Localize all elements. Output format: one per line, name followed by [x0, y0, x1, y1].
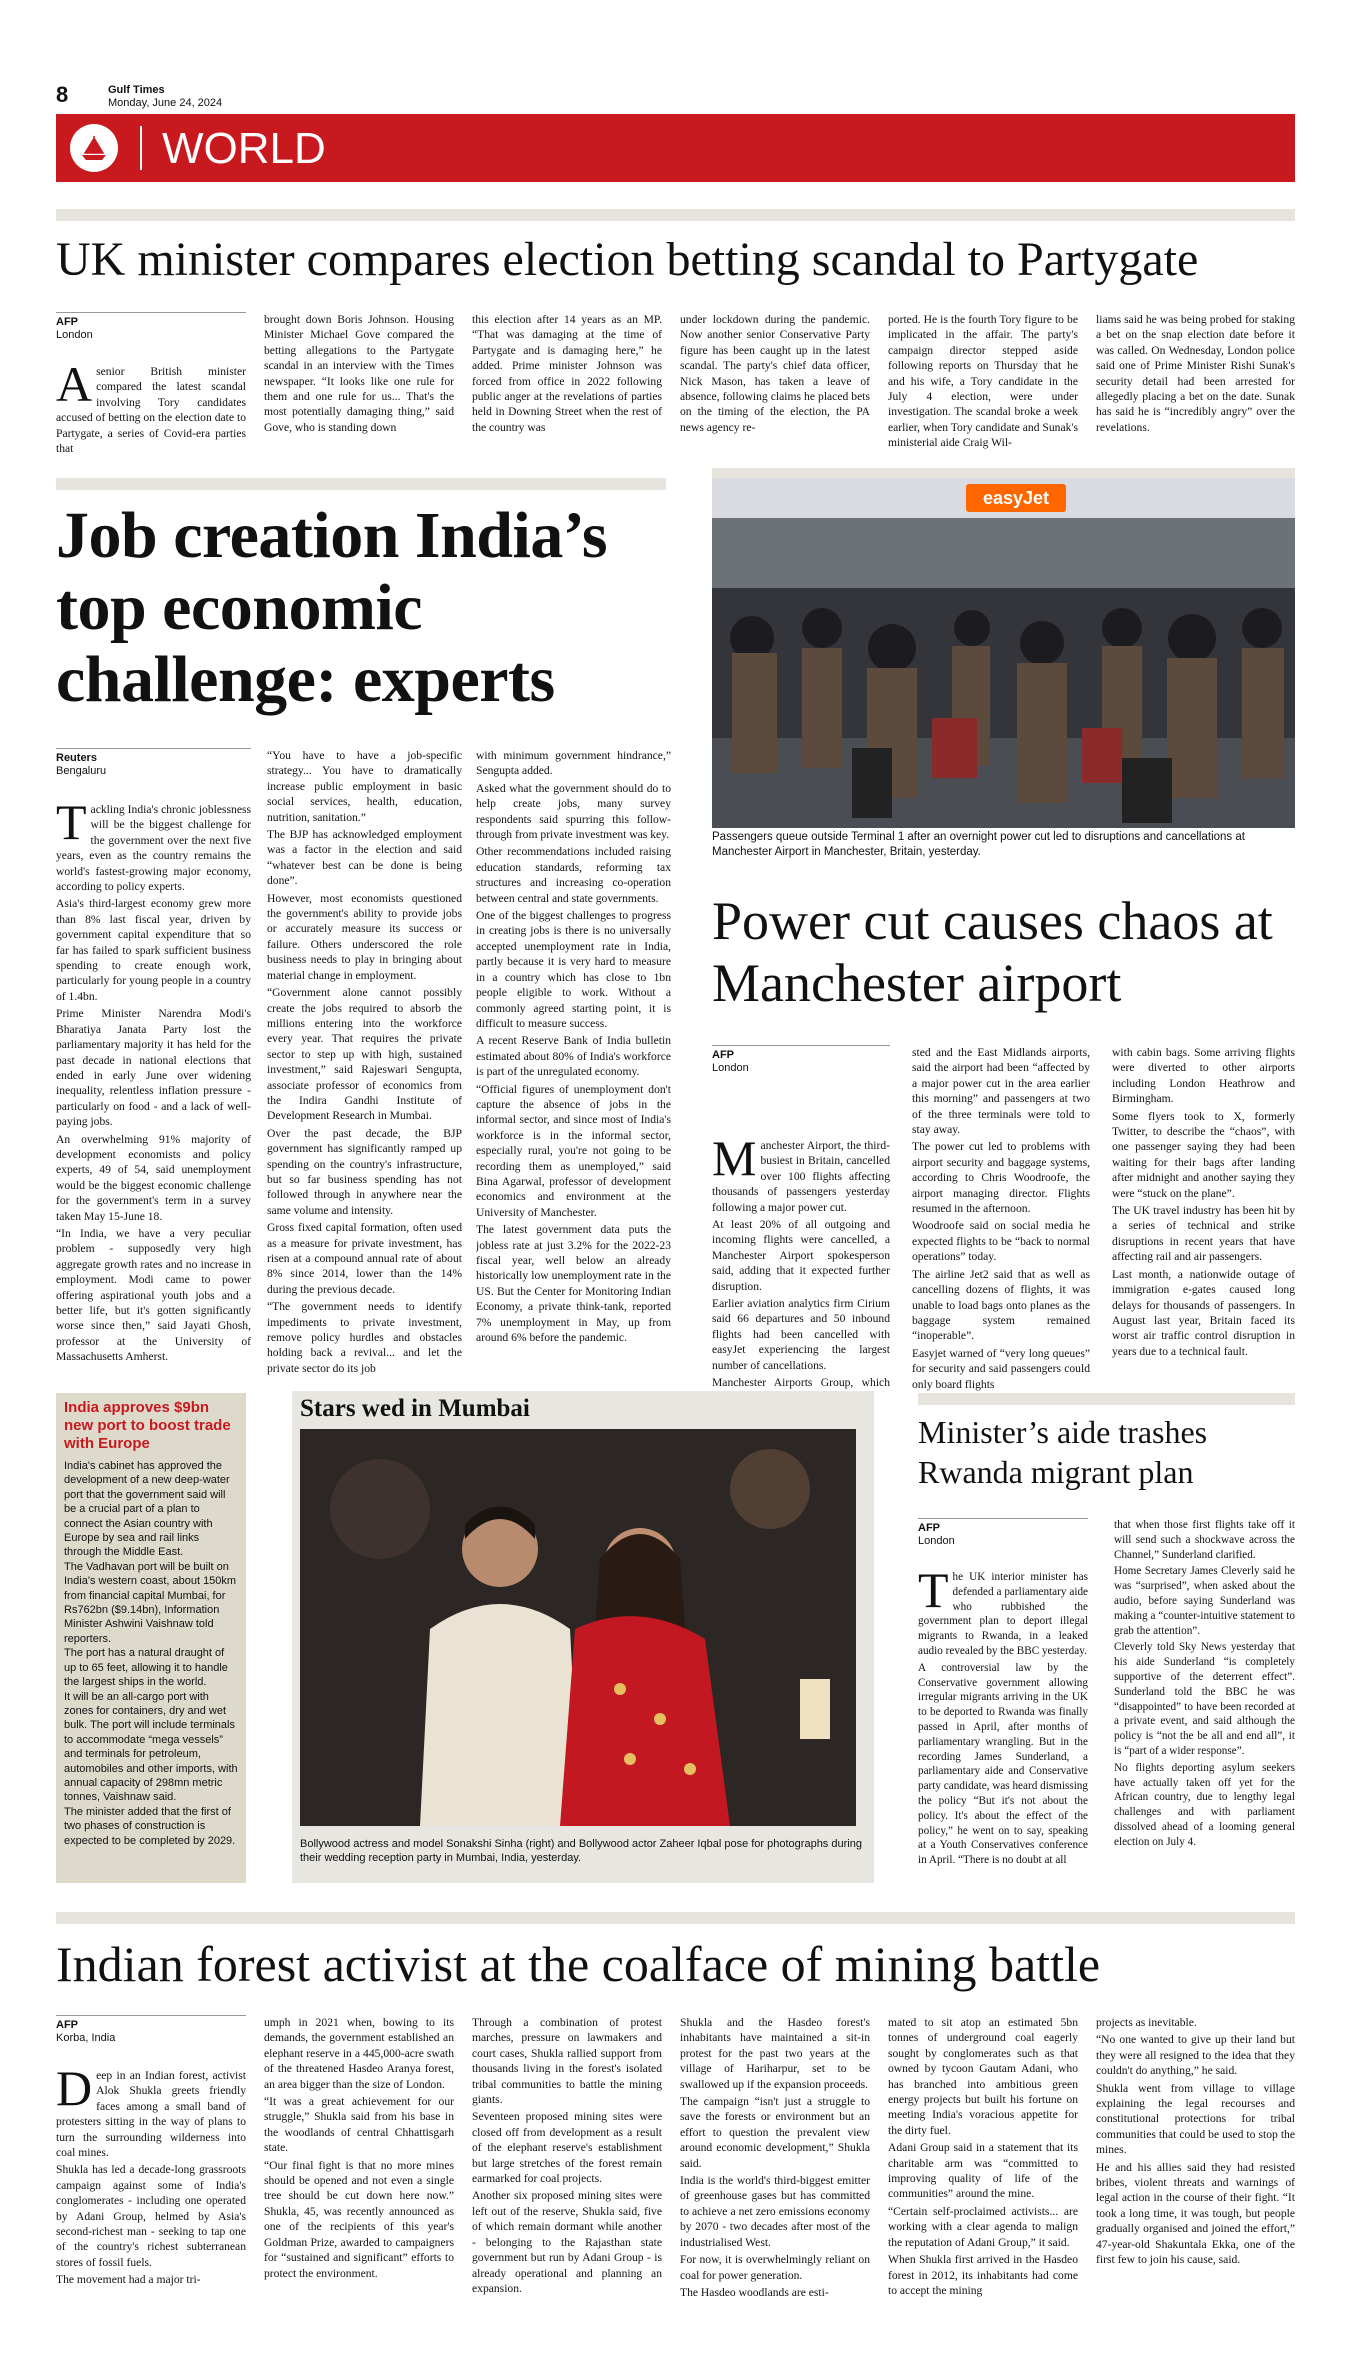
story4-dropcap: T: [918, 1570, 949, 1618]
story3-agency: AFP: [712, 1049, 734, 1061]
story1-col-4: under lockdown during the pandemic. Now another senior Conservative Party figure has been caught up in the latest scandal. The party's chief data officer, Nick Mason, has taken a leave of absence, following claims he placed bets on the timing of the election, the PA news agency re-: [680, 313, 870, 434]
story2-col-3: with minimum government hindrance,” Sengupta added. Asked what the government should do to help create jobs, many survey respondents said spurring this follow-through from private investment was key. Other recommendations included raising education standards, reforming tax structures and increasing co-operation between central and state governments. One of the biggest challenges to progress in creating jobs is there is no universally accepted unemployment rate in India, partly because it is very hard to measure in a country which has close to 1bn people eligible to work. Without a commonly agreed starting point, it is difficult to measure success. A recent Reserve Bank of India bulletin estimated about 80% of India's workforce is part of the unregulated economy. “Official figures of unemployment don't capture the absence of jobs in the informal sector, and since most of India's workforce is in the informal sector, especially rural, you're not going to be recording them as unemployed,” said Bina Agarwal, professor of development economics and environment at the University of Manchester. The latest government data puts the jobless rate at just 3.2% for the 2022-23 fiscal year, well below an already historically low unemployment rate in the US. But the Center for Monitoring Indian Economy, a private think-tank, reported 7% unemployment in May, up from around 6% before the pandemic.: [476, 749, 671, 1345]
sidebar-headline: India approves $9bn new port to boost trade with Europe: [64, 1399, 231, 1452]
story1-col-6: liams said he was being probed for staking a bet on the snap election date before it was called. On Wednesday, London police said one of Prime Minister Rishi Sunak's security detail had been arrested for allegedly placing a bet on the date. Sunak has said he is “incredibly angry” over the revelations.: [1096, 313, 1295, 434]
airport-photo-caption: Passengers queue outside Terminal 1 after an overnight power cut led to disruptions and cancellations at Manchester Airport in Manchester, Britain, yesterday.: [712, 831, 1245, 858]
rule-story5: [56, 1912, 1295, 1924]
rule-story4: [918, 1393, 1295, 1405]
story2-col-2: “You have to have a job-specific strategy... You have to dramatically increase public employment in basic social services, health, education, nutrition, sanitation.” The BJP has acknowledged employment was a factor in the election and said “whatever best can be done is being done”. However, most economists questioned the government's ability to provide jobs or accurately measure its success or failure. Others underscored the role business needs to play in bringing about material change in employment. “Government alone cannot possibly create the jobs required to absorb the millions entering into the workforce every year. That requires the private sector to step up with high, sustained investment,” said Rajeswari Sengupta, associate professor of economics from the Indira Gandhi Institute of Development Research in Mumbai. Over the past decade, the BJP government has significantly ramped up spending on the country's infrastructure, but so far business spending has not followed through in anywhere near the same volume and intensity. Gross fixed capital formation, often used as a measure for private investment, has risen at a compound annual rate of about 8% since 2014, lower than the 14% during the previous decade. “The government needs to identify impediments to private investment, remove policy hurdles and obstacles holding back a revival... and let the private sector do its job: [267, 749, 462, 1375]
story5-headline: Indian forest activist at the coalface of mining battle: [56, 1936, 1101, 1992]
story5-col-6: projects as inevitable. “No one wanted to give up their land but they were all resigned to the idea that they couldn't do anything,” he said. Shukla went from village to village explaining the legal recourses and constitutional protections for tribal communities that could be used to stop the mines. He and his allies said they had resisted bribes, violent threats and warnings of legal action in the course of their fight. “It took a long time, it was tough, but people gradually organised and joined the effort,” 47-year-old Shakuntala Ekka, one of the first few to join his cause, said.: [1096, 2016, 1295, 2267]
rule-story2: [56, 478, 666, 490]
story1-col-3: this election after 14 years as an MP. “That was damaging at the time of Partygate and is damaging here,” he added. Prime minister Johnson was forced from office in 2022 following public anger at the revelations of parties held in Downing Street when the rest of the country was: [472, 313, 662, 434]
story4-location: London: [918, 1535, 955, 1547]
section-title: WORLD: [162, 124, 326, 173]
story1-headline: UK minister compares election betting scandal to Partygate: [56, 233, 1199, 286]
story1-col-2: brought down Boris Johnson. Housing Minister Michael Gove compared the betting allegations to the Partygate scandal in an interview with the Times newspaper. “It looks like one rule for them and one rule for us... That's the most potentially damaging thing,” said Gove, who is standing down: [264, 313, 454, 434]
story3-col-3: with cabin bags. Some arriving flights were diverted to other airports including London Heathrow and Birmingham. Some flyers took to X, formerly Twitter, to describe the “chaos”, with one passenger saying they had been waiting for their bags after landing after midnight and another saying they were “stuck on the plane”. The UK travel industry has been hit by a series of technical and strike disruptions in recent years that have affecting rail and air passengers. Last month, a nationwide outage of immigration e-gates caused long delays for thousands of passengers. In August last year, Britain faced its worst air traffic control disruption in years due to a technical fault.: [1112, 1046, 1295, 1358]
wedding-photo: [300, 1429, 856, 1826]
story5-agency: AFP: [56, 2019, 78, 2031]
page-number: 8: [56, 82, 69, 107]
story2-location: Bengaluru: [56, 765, 107, 777]
boat-logo-icon: [70, 124, 118, 172]
wedding-photo-caption: Bollywood actress and model Sonakshi Sinha (right) and Bollywood actor Zaheer Iqbal pose for photographs during their wedding reception party in Mumbai, India, yesterday.: [300, 1838, 862, 1864]
story5-col-2: umph in 2021 when, bowing to its demands, the government established an elephant reserve in a 445,000-acre swath of the threatened Hasdeo Aranya forest, an area bigger than the size of London. “It was a great achievement for our struggle,” Shukla said from his base in the woodlands of central Chhattisgarh state. “Our final fight is that no more mines should be opened and not even a single tree should be cut down here now.” Shukla, 45, was recently announced as one of the recipients of this year's Goldman Prize, awarded to campaigners for “sustained and significant” efforts to protect the environment.: [264, 2016, 454, 2280]
story5-byline: [56, 2015, 246, 2045]
wedding-title: Stars wed in Mumbai: [300, 1395, 530, 1422]
story4-agency: AFP: [918, 1522, 940, 1534]
story4-col-1: T he UK interior minister has defended a parliamentary aide who rubbished the government plan to deport illegal migrants to Rwanda, in a leaked audio revealed by the BBC yesterday. A controversial law by the Conservative government allowing irregular migrants arriving in the UK to be deported to Rwanda was finally passed in April, after months of parliamentary wrangling. But in the recording James Sunderland, a parliamentary aide and Conservative party candidate, was heard dismissing the policy “But it's not about the policy. It's about the effect of the policy,” he went on to say, speaking at a Youth Conservatives conference in April. “There is no doubt at all: [918, 1570, 1088, 1867]
story3-location: London: [712, 1062, 749, 1074]
masthead-date: Monday, June 24, 2024: [108, 97, 223, 109]
easyjet-sign: easyJet: [966, 484, 1066, 512]
story5-col-5: mated to sit atop an estimated 5bn tonnes of underground coal eagerly sought by conglomerates such as that owned by tycoon Gautam Adani, who has branched into ambitious green energy projects but built his fortune on meeting India's voracious appetite for the dirty fuel. Adani Group said in a statement that its charitable arm was “committed to improving quality of life of the communities” around the mine. “Certain self-proclaimed activists... are working with a clear agenda to malign the reputation of Adani Group,” it said. When Shukla first arrived in the Hasdeo forest in 2012, its inhabitants had come to accept the mining: [888, 2016, 1078, 2297]
story5-col-3: Through a combination of protest marches, pressure on lawmakers and court cases, Shukla rallied support from thousands living in the forest's isolated tribal communities to battle the mining giants. Seventeen proposed mining sites were closed off from development as a result of the elephant reserve's establishment but large stretches of the forest remain earmarked for coal projects. Another six proposed mining sites were left out of the reserve, Shukla said, five of which remain dormant while another - belonging to the Rajasthan state government but run by Adani Group - is already operational and planning an expansion.: [472, 2016, 662, 2295]
story5-col-4: Shukla and the Hasdeo forest's inhabitants have maintained a sit-in protest for the past two years at the village of Hariharpur, set to be swallowed up if the expansion proceeds. The campaign “isn't just a struggle to save the forests or environment but an effort to question the prevalent view around economic development,” Shukla said. India is the world's third-biggest emitter of greenhouse gases but has committed to achieve a net zero emissions economy by 2070 - two decades after most of the industrialised West. For now, it is overwhelmingly reliant on coal for power generation. The Hasdeo woodlands are esti-: [680, 2016, 870, 2299]
sidebar-body: India's cabinet has approved the development of a new deep-water port that the government said will be a crucial part of a plan to connect the Asian country with Europe by sea and rail links through the Middle East. The Vadhavan port will be built on India's western coast, about 150km from financial capital Mumbai, for Rs762bn ($9.14bn), Information Minister Ashwini Vaishnaw told reporters. The port has a natural draught of up to 65 feet, allowing it to handle the largest ships in the world. It will be an all-cargo port with zones for containers, dry and wet bulk. The port will include terminals to accommodate “mega vessels” and terminals for petroleum, automobiles and other imports, with annual capacity of 298mn metric tonnes, Vaishnaw said. The minister added that the first of two phases of construction is expected to be completed by 2029.: [64, 1460, 238, 1847]
story3-byline: [712, 1045, 890, 1075]
story3-headline: Power cut causes chaos at Manchester airport: [712, 891, 1273, 1013]
story5-col-1: D eep in an Indian forest, activist Alok Shukla greets friendly faces among a small band of protesters sitting in the way of plans to turn the surrounding wilderness into coal mines. Shukla has led a decade-long grassroots campaign against some of India's conglomerates - including one operated by Adani Group, helmed by Asia's second-richest man - seeking to tap one of the country's richest subterranean stores of fossil fuels. The movement had a major tri-: [56, 2068, 246, 2287]
story4-col-2: that when those first flights take off it will send such a shockwave across the Channel,” Sunderland clarified. Home Secretary James Cleverly said he was “surprised”, when asked about the audio, before saying Sunderland was making a “counter-intuitive statement to grab the attention”. Cleverly told Sky News yesterday that his aide Sunderland “is completely supportive of the deterrent effect”. Sunderland told the BBC he was “disappointed” to have been recorded at a private event, and said although the policy is “not the be all and end all”, it is “part of a wider response”. No flights deporting asylum seekers have actually taken off yet for the African country, due to lengthy legal challenges and with parliament dissolved ahead of a looming general election on July 4.: [1114, 1519, 1295, 1848]
story2-agency: Reuters: [56, 752, 97, 764]
story4-headline: Minister’s aide trashes Rwanda migrant plan: [918, 1414, 1208, 1490]
story4-byline: [918, 1518, 1088, 1548]
story1-col-5: ported. He is the fourth Tory figure to be implicated in the affair. The party's campaign director stepped aside following reports on Thursday that he and his wife, a Tory candidate in the July 4 election, were under investigation. The scandal broke a week earlier, when Tory candidate and Sunak's ministerial aide Craig Wil-: [888, 313, 1078, 450]
airport-photo: [712, 478, 1295, 828]
story1-col-1: Asenior British minister compared the latest scandal involving Tory candidates accused of betting on the election date to Partygate, a series of Covid-era parties that: [56, 364, 246, 456]
story5-location: Korba, India: [56, 2032, 116, 2044]
story1-dropcap: A: [56, 364, 93, 412]
banner-divider: [140, 126, 142, 170]
section-banner: [56, 114, 1295, 182]
sidebar-box: [56, 1393, 246, 1883]
story1-location: London: [56, 329, 93, 341]
story2-headline: Job creation India’s top economic challenge: experts: [56, 499, 608, 716]
story3-dropcap: M: [712, 1138, 757, 1186]
wedding-box: [292, 1391, 874, 1883]
story5-dropcap: D: [56, 2068, 93, 2116]
story2-byline: [56, 748, 251, 778]
masthead-paper: Gulf Times: [108, 84, 165, 96]
story2-dropcap: T: [56, 802, 87, 850]
story3-col-2: sted and the East Midlands airports, said the airport had been “affected by a major power cut in the area earlier this morning” and passengers at two of the three terminals were told to stay away. The power cut led to problems with airport security and baggage systems, according to Chris Woodroofe, the airport managing director. Flights resumed in the afternoon. Woodroofe said on social media he expected flights to be “back to normal operations” today. The airline Jet2 said that as well as cancelling dozens of flights, it was unable to load bags onto planes as the baggage system remained “inoperable”. Easyjet warned of “very long queues” for security and said passengers could only board flights: [912, 1046, 1090, 1391]
story2-col-1: T ackling India's chronic joblessness will be the biggest challenge for the government over the next five years, even as the country remains the world's fastest-growing major economy, according to policy experts. Asia's third-largest economy grew more than 8% last fiscal year, driven by government capital expenditure that so far has failed to spark sufficient business spending to create enough work, particularly for young people in a country of 1.4bn. Prime Minister Narendra Modi's Bharatiya Janata Party lost the parliamentary majority it has held for the past decade in national elections that ended in early June over widening inequality, relentless inflation pressure - particularly on food - and a lack of well-paying jobs. An overwhelming 91% majority of development economists and policy experts, 49 of 54, said unemployment would be the biggest economic challenge for the government's term in a survey taken May 15-June 18. “In India, we have a very peculiar problem - supposedly very high aggregate growth rates and no increase in employment. Modi came to power offering aspirational youth jobs and a better life, but it's gotten significantly worse since then,” said Jayati Ghosh, professor at the University of Massachusetts Amherst.: [56, 802, 251, 1364]
story3-col-1: M anchester Airport, the third-busiest in Britain, cancelled over 100 flights affecting thousands of passengers yesterday following a major power cut. At least 20% of all outgoing and incoming flights were cancelled, a Manchester Airport spokesperson said, adding that it expected further disruption. Earlier aviation analytics firm Cirium said 66 departures and 50 inbound flights had been cancelled with easyJet experiencing the largest number of cancellations. Manchester Airports Group, which: [712, 1138, 890, 1390]
story1-byline: [56, 312, 246, 342]
rule-top: [56, 209, 1295, 221]
story1-agency: AFP: [56, 316, 78, 328]
